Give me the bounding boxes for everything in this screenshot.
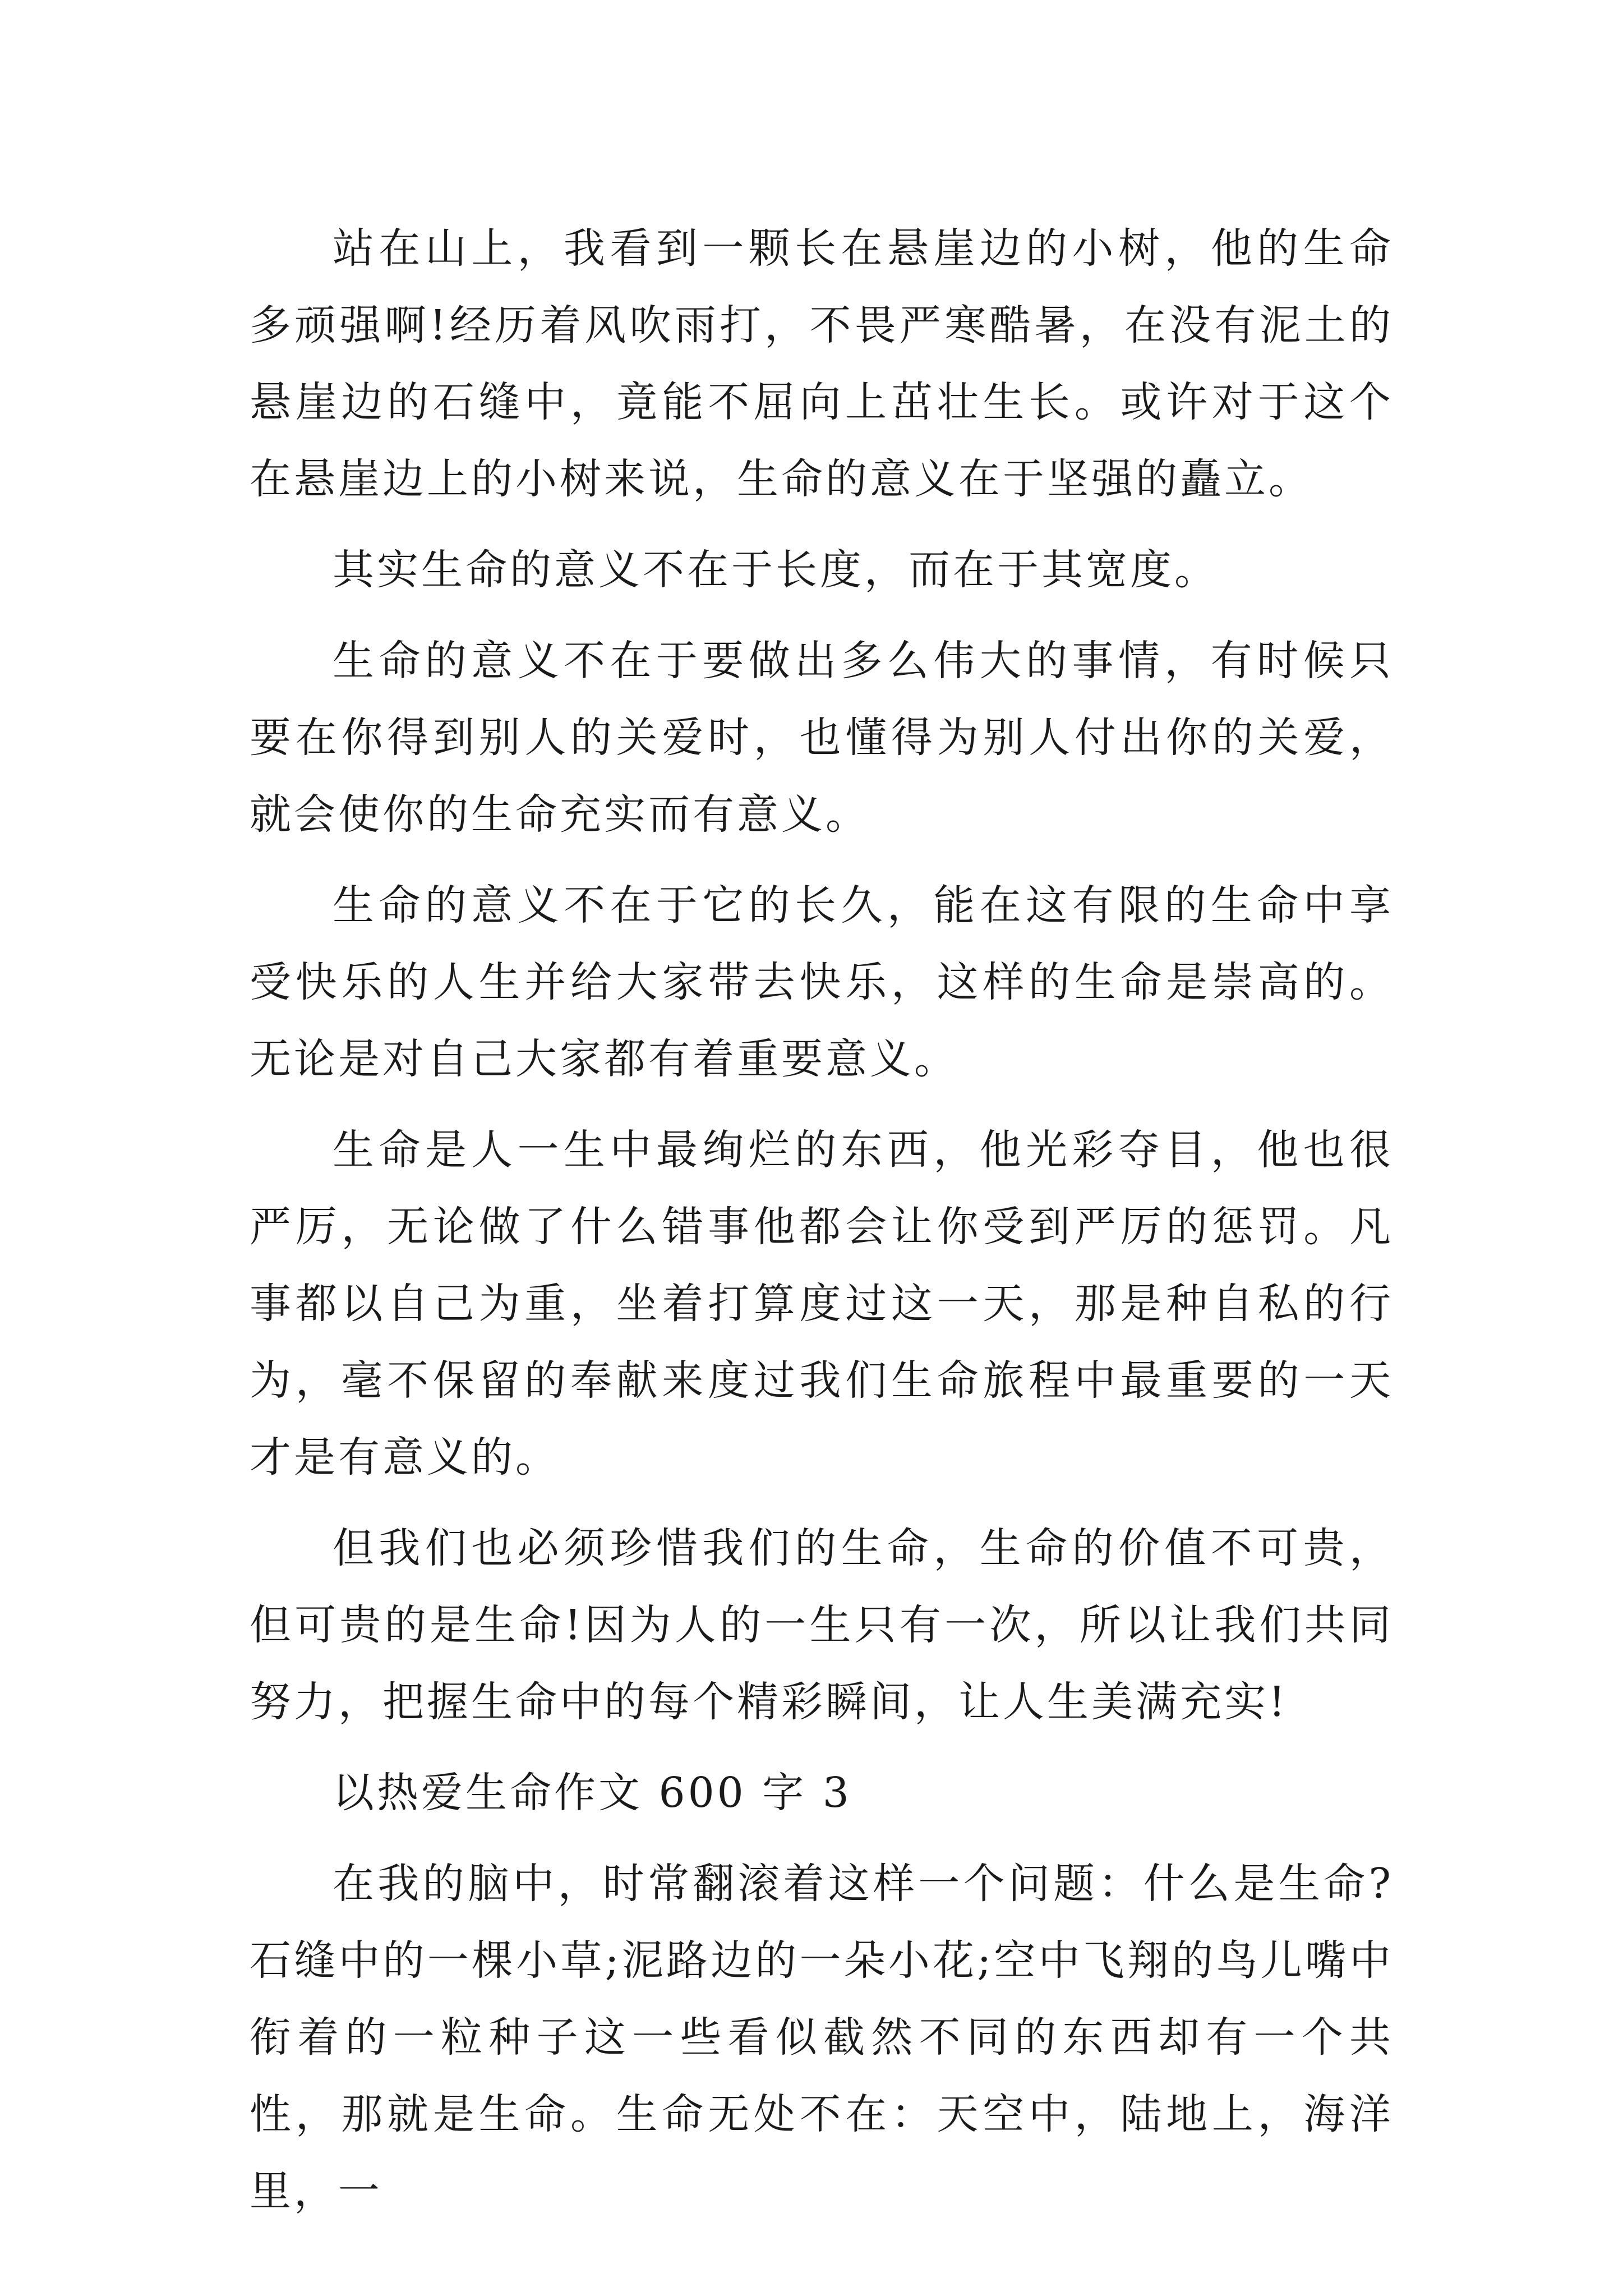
- paragraph: 在我的脑中，时常翻滚着这样一个问题：什么是生命?石缝中的一棵小草;泥路边的一朵小花;空中飞翔的鸟儿嘴中衔着的一粒种子这一些看似截然不同的东西却有一个共性，那就是生命。生命无处不在：天空中，陆地上，海洋里，一: [250, 1860, 1394, 2215]
- document-body: [250, 210, 1394, 2244]
- paragraph: 其实生命的意义不在于长度，而在于其宽度。: [333, 546, 1219, 594]
- paragraph: 站在山上，我看到一颗长在悬崖边的小树，他的生命多顽强啊!经历着风吹雨打，不畏严寒酷暑，在没有泥土的悬崖边的石缝中，竟能不屈向上茁壮生长。或许对于这个在悬崖边上的小树来说，生命的意义在于坚强的矗立。: [250, 224, 1394, 503]
- paragraph: 生命的意义不在于要做出多么伟大的事情，有时候只要在你得到别人的关爱时，也懂得为别人付出你的关爱，就会使你的生命充实而有意义。: [250, 637, 1394, 839]
- paragraph: 生命的意义不在于它的长久，能在这有限的生命中享受快乐的人生并给大家带去快乐，这样的生命是崇高的。无论是对自己大家都有着重要意义。: [250, 881, 1394, 1083]
- paragraph: 生命是人一生中最绚烂的东西，他光彩夺目，他也很严厉，无论做了什么错事他都会让你受到严厉的惩罚。凡事都以自己为重，坐着打算度过这一天，那是种自私的行为，毫不保留的奉献来度过我们生命旅程中最重要的一天才是有意义的。: [250, 1126, 1394, 1481]
- section-heading: 以热爱生命作文 600 字 3: [333, 1769, 852, 1817]
- paragraph: 但我们也必须珍惜我们的生命，生命的价值不可贵，但可贵的是生命!因为人的一生只有一次，所以让我们共同努力，把握生命中的每个精彩瞬间，让人生美满充实!: [250, 1524, 1394, 1726]
